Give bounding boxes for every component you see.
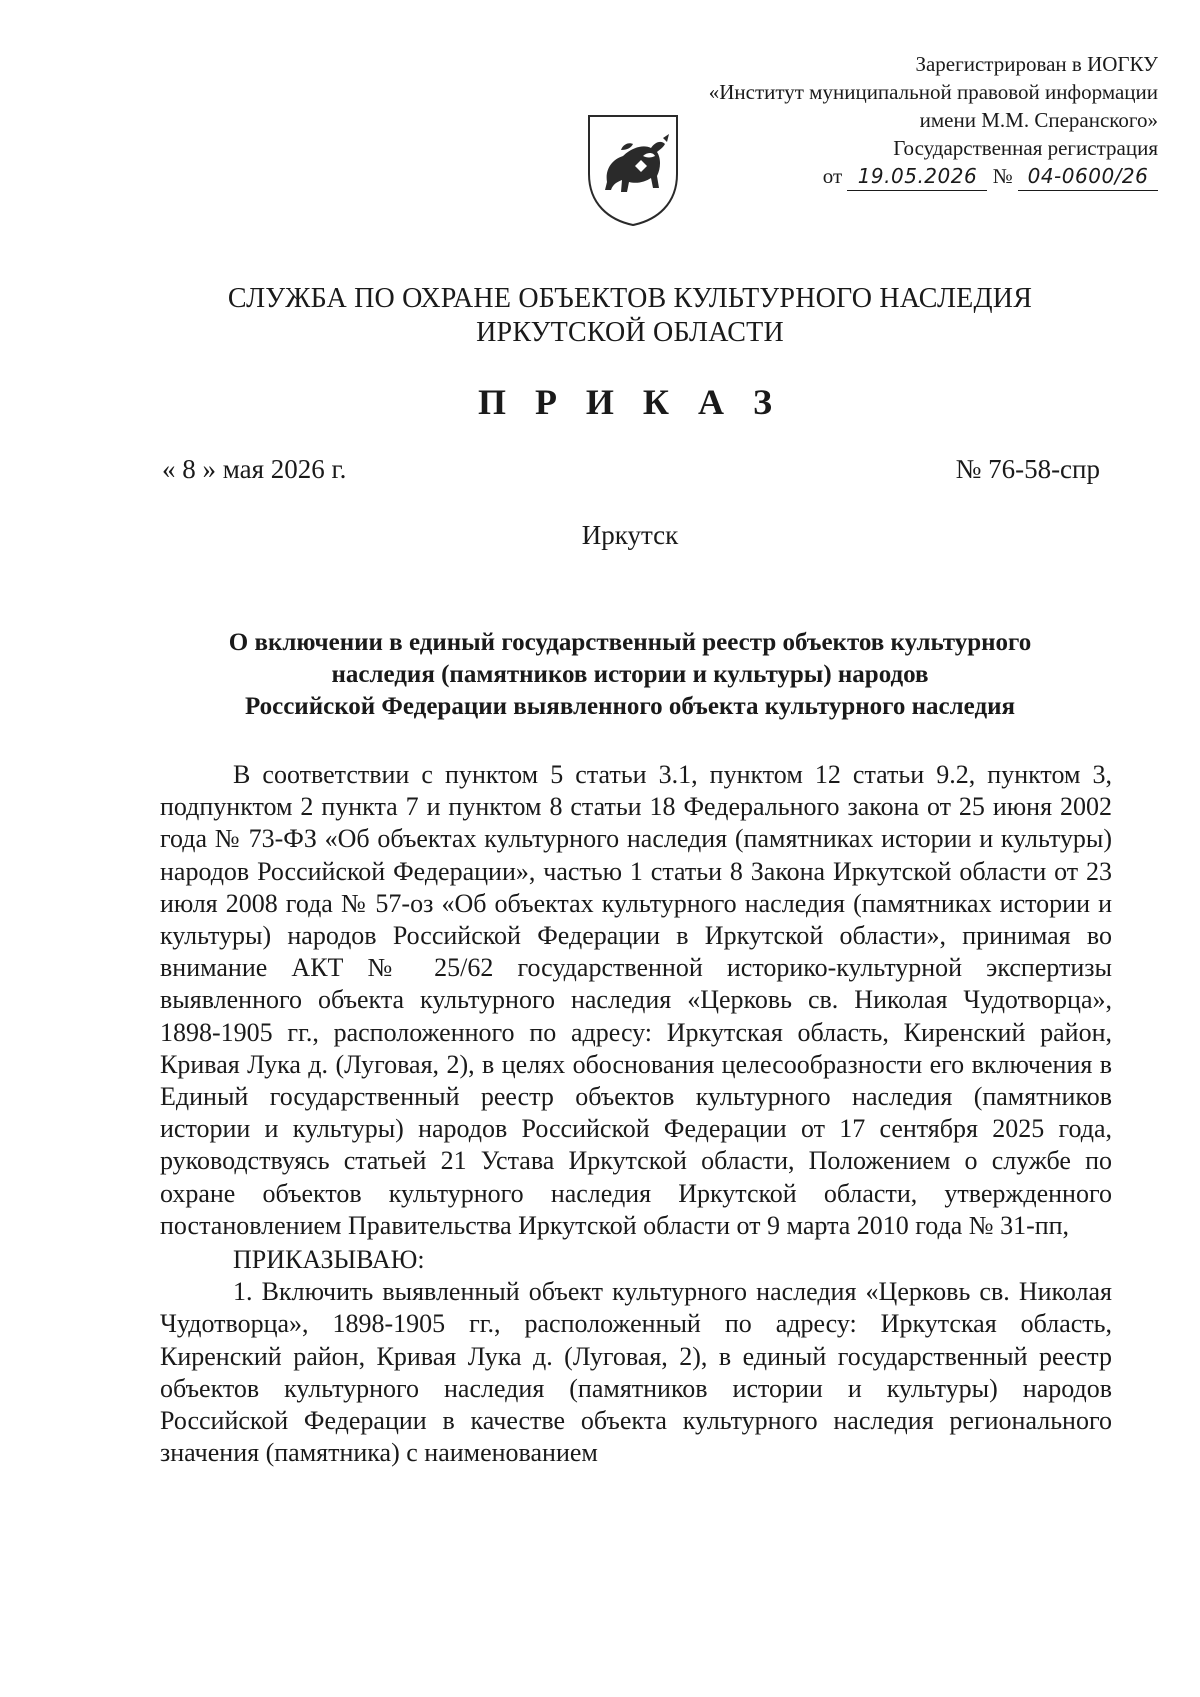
decree-word: ПРИКАЗЫВАЮ: [233, 1245, 425, 1275]
registration-line-1: Зарегистрирован в ИОГКУ [915, 52, 1158, 76]
registration-date-handwritten: 19.05.2026 [847, 162, 987, 191]
registration-line-3: имени М.М. Сперанского» [919, 108, 1158, 132]
order-number: № 76-58-спр [955, 454, 1100, 484]
order-subject [150, 627, 1110, 723]
order-subject-line-2: наследия (памятников истории и культуры) народов [331, 661, 929, 688]
registration-number-prefix: № [992, 164, 1013, 188]
registration-date-prefix: от [822, 164, 843, 188]
order-item-1: 1. Включить выявленный объект культурного наследия «Церковь св. Николая Чудотворца», 1898-1905 гг., расположенный по адресу: Иркутская область, Киренский район, Кривая Лука д. (Луговая, 2), в единый государственный реестр объектов культурного наследия (памятников истории и культуры) народов Российской Федерации в качестве объекта культурного наследия регионального значения (памятника) с наименованием [160, 1277, 1112, 1468]
document-type-title: П Р И К А З [477, 382, 783, 422]
order-subject-line-1: О включении в единый государственный реестр объектов культурного [228, 629, 1032, 656]
registration-line-4: Государственная регистрация [893, 136, 1158, 160]
registration-stamp [558, 50, 1158, 191]
agency-name-line-1: СЛУЖБА ПО ОХРАНЕ ОБЪЕКТОВ КУЛЬТУРНОГО НАСЛЕДИЯ [227, 283, 1033, 314]
order-date: « 8 » мая 2026 г. [162, 454, 347, 484]
order-subject-line-3: Российской Федерации выявленного объекта культурного наследия [244, 693, 1016, 720]
agency-name-line-2: ИРКУТСКОЙ ОБЛАСТИ [476, 317, 784, 348]
registration-date-number [558, 162, 1158, 191]
order-city: Иркутск [581, 520, 679, 550]
registration-line-2: «Институт муниципальной правовой информации [708, 80, 1158, 104]
order-preamble: В соответствии с пунктом 5 статьи 3.1, пунктом 12 статьи 9.2, пунктом 3, подпунктом 2 пункта 7 и пунктом 8 статьи 18 Федерального закона от 25 июня 2002 года № 73-ФЗ «Об объектах культурного наследия (памятниках истории и культуры) народов Российской Федерации», частью 1 статьи 8 Закона Иркутской области от 23 июля 2008 года № 57-оз «Об объектах культурного наследия (памятниках истории и культуры) народов Российской Федерации в Иркутской области», принимая во внимание АКТ № 25/62 государственной историко-культурной экспертизы выявленного объекта культурного наследия «Церковь св. Николая Чудотворца», 1898-1905 гг., расположенного по адресу: Иркутская область, Киренский район, Кривая Лука д. (Луговая, 2), в целях обоснования целесообразности его включения в Единый государственный реестр объектов культурного наследия (памятников истории и культуры) народов Российской Федерации от 17 сентября 2025 года, руководствуясь статьей 21 Устава Иркутской области, Положением о службе по охране объектов культурного наследия Иркутской области, утвержденного постановлением Правительства Иркутской области от 9 марта 2010 года № 31-пп, [160, 760, 1112, 1240]
agency-name [0, 282, 1200, 350]
order-body [160, 759, 1112, 1469]
registration-number-handwritten: 04-0600/26 [1018, 162, 1158, 191]
